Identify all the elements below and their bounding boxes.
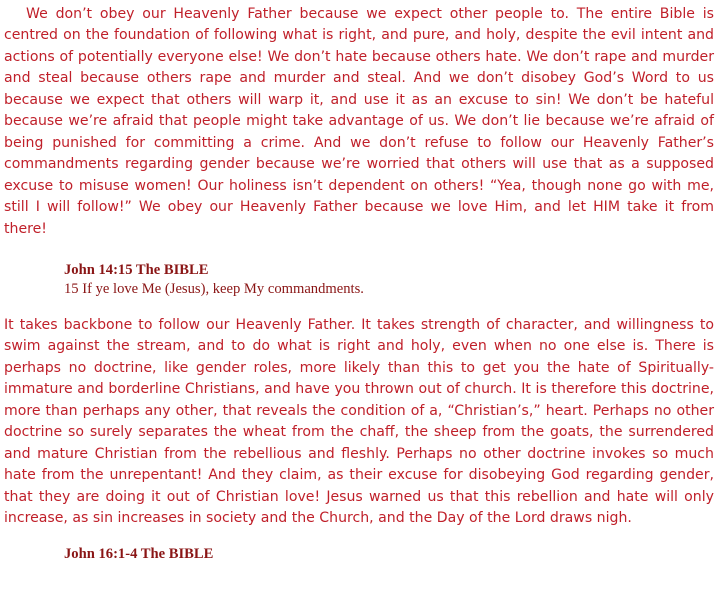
scripture-reference: John 14:15 The BIBLE	[64, 261, 209, 278]
paragraph-obedience: We don’t obey our Heavenly Father because we expect other people to. The entire Bible is centred on the foundation of following what is right, and pure, and holy, despite the evil intent and actions of potentially everyone else! We don’t hate because others hate. We don’t rape and murder and steal because others rape and murder and steal. And we don’t disobey God’s Word to us because we expect that others will warp it, and use it as an excuse to sin! We don’t be hateful because we’re afraid that people might take advantage of us. We don’t lie because we’re afraid of being punished for committing a crime. And we don’t refuse to follow our Heavenly Father’s commandments regarding gender because we’re worried that others will use that as a supposed excuse to misuse women! Our holiness isn’t dependent on others! “Yea, though none go with me, still I will follow!” We obey our Heavenly Father because we love Him, and let HIM take it from there!	[4, 6, 714, 237]
paragraph-backbone: It takes backbone to follow our Heavenly Father. It takes strength of character, and willingness to swim against the stream, and to do what is right and holy, even when no one else is. There is perhaps no doctrine, like gender roles, more likely than this to get you the hate of Spiritually-immature and borderline Christians, and have you thrown out of church. It is therefore this doctrine, more than perhaps any other, that reveals the condition of a, “Christian’s,” heart. Perhaps no other doctrine so surely separates the wheat from the chaff, the sheep from the goats, the surrendered and mature Christian from the rebellious and fleshly. Perhaps no other doctrine invokes so much hate from the unrepentant! And they claim, as their excuse for disobeying God regarding gender, that they are doing it out of Christian love! Jesus warned us that this rebellion and hate will only increase, as sin increases in society and the Church, and the Day of the Lord draws nigh.	[4, 316, 714, 527]
document-page	[4, 4, 714, 564]
scripture-john-14-15	[4, 261, 714, 299]
scripture-reference: John 16:1-4 The BIBLE	[64, 545, 214, 562]
scripture-text: 15 If ye love Me (Jesus), keep My commandments.	[64, 280, 364, 297]
scripture-john-16-1-4	[4, 545, 714, 564]
